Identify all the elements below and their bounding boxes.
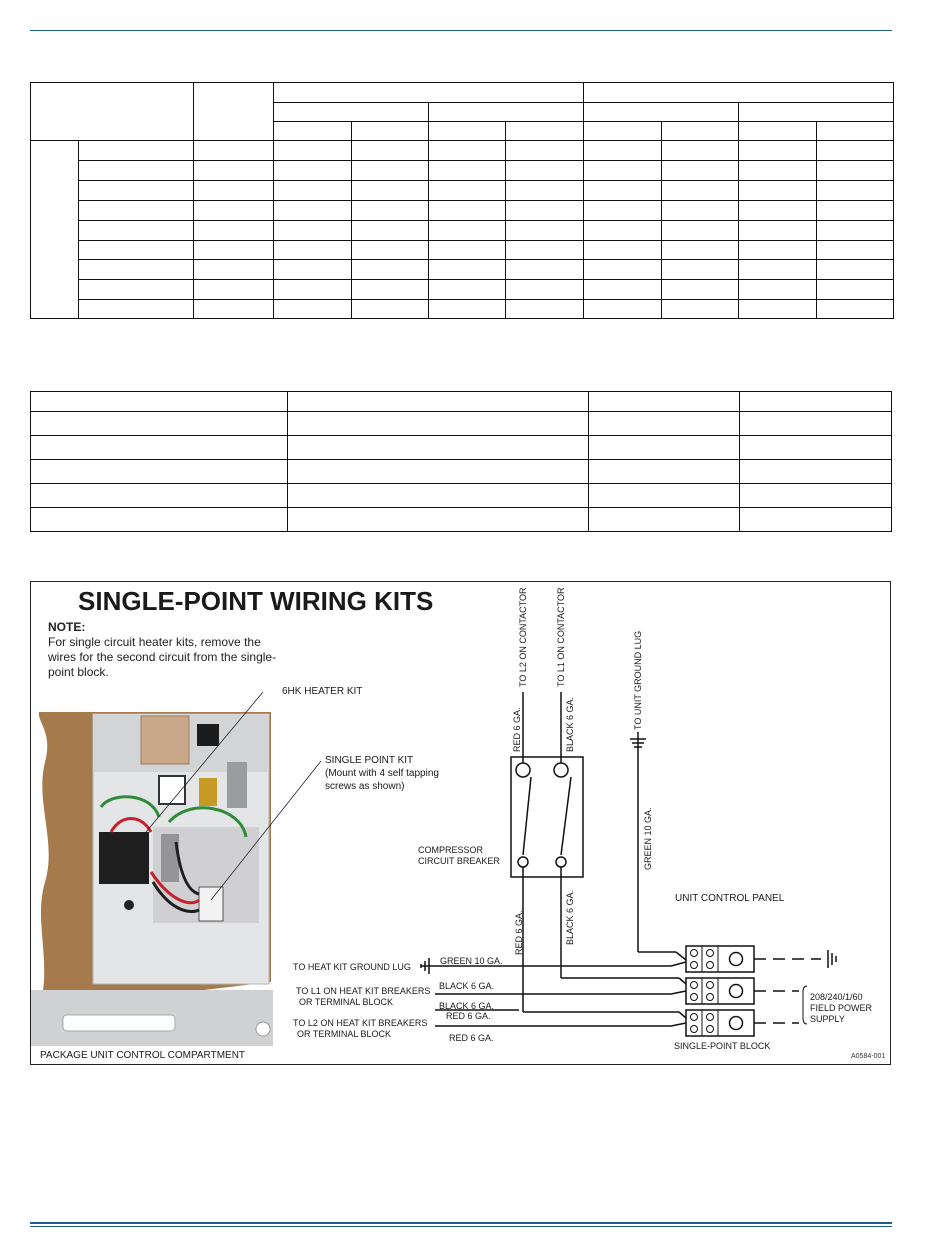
to-l2-contactor-label: TO L2 ON CONTACTOR	[518, 587, 528, 687]
supply-label-1: 208/240/1/60	[810, 992, 863, 1002]
table-row	[31, 436, 892, 460]
table1-header-cell	[31, 83, 194, 141]
figure-title: SINGLE-POINT WIRING KITS	[78, 586, 434, 616]
to-l1-contactor-label: TO L1 ON CONTACTOR	[556, 587, 566, 687]
header-rule	[30, 30, 892, 31]
to-l1-heat-kit-label-2: OR TERMINAL BLOCK	[299, 997, 394, 1007]
single-point-kit-label: SINGLE POINT KIT	[325, 755, 414, 766]
table1-header-cell	[352, 122, 429, 141]
green-10ga-label: GREEN 10 GA.	[643, 807, 653, 870]
table-row	[31, 392, 892, 412]
table1-header-cell	[429, 103, 584, 122]
table1-header-cell	[739, 122, 817, 141]
table1-header-cell	[506, 122, 584, 141]
table-row	[31, 508, 892, 532]
note-heading: NOTE:	[48, 620, 86, 634]
table-row	[31, 484, 892, 508]
table1-group-cell	[31, 141, 79, 319]
table1-header-cell	[662, 122, 739, 141]
control-compartment-illustration	[31, 712, 273, 1046]
black-6ga-top-label: BLACK 6 GA.	[565, 696, 575, 752]
red-6ga-l2-label: RED 6 GA.	[446, 1011, 491, 1021]
table1-header-cell	[584, 122, 662, 141]
to-l2-heat-kit-label: TO L2 ON HEAT KIT BREAKERS	[293, 1018, 428, 1028]
table-row	[31, 280, 894, 300]
single-point-block-label: SINGLE-POINT BLOCK	[674, 1041, 771, 1051]
table1-header-cell	[274, 83, 584, 103]
table1-header-cell	[274, 122, 352, 141]
table1-header-cell	[817, 122, 894, 141]
table1-header-cell	[194, 83, 274, 141]
table-row	[31, 460, 892, 484]
specification-table-2	[30, 391, 892, 532]
table-row	[31, 161, 894, 181]
figure-id: A0584-001	[851, 1053, 886, 1060]
table-row	[31, 221, 894, 241]
heater-kit-label: 6HK HEATER KIT	[282, 686, 363, 697]
table1-header-cell	[739, 103, 894, 122]
single-point-block	[686, 946, 754, 1036]
footer-rule	[30, 1222, 892, 1224]
table-row	[31, 201, 894, 221]
footer-rule-thin	[30, 1226, 892, 1227]
specification-table-1	[30, 82, 894, 319]
table-row	[31, 260, 894, 280]
note-text: For single circuit heater kits, remove the wires for the second circuit from the single-point block.	[48, 635, 277, 679]
table1-header-cell	[584, 83, 894, 103]
supply-label-3: SUPPLY	[810, 1014, 845, 1024]
unit-control-panel-label: UNIT CONTROL PANEL	[675, 893, 785, 904]
red-6ga-top-label: RED 6 GA.	[512, 707, 522, 752]
to-unit-ground-label: TO UNIT GROUND LUG	[633, 630, 643, 730]
supply-label-2: FIELD POWER	[810, 1003, 873, 1013]
red-6ga-2-label: RED 6 GA.	[449, 1033, 494, 1043]
single-point-kit-sub1: (Mount with 4 self tapping	[325, 768, 439, 779]
table-row	[31, 181, 894, 201]
table1-header-cell	[274, 103, 429, 122]
table-row	[31, 141, 894, 161]
green-10ga-horizontal-label: GREEN 10 GA.	[440, 956, 503, 966]
table-row	[31, 300, 894, 319]
to-l2-heat-kit-label-2: OR TERMINAL BLOCK	[297, 1029, 392, 1039]
to-heat-kit-ground-label: TO HEAT KIT GROUND LUG	[293, 962, 411, 972]
table1-header-cell	[584, 103, 739, 122]
red-6ga-bottom-label: RED 6 GA.	[514, 910, 524, 955]
wiring-diagram-figure	[30, 581, 891, 1065]
single-point-kit-sub2: screws as shown)	[325, 781, 405, 792]
compressor-label: COMPRESSOR	[418, 845, 484, 855]
to-l1-heat-kit-label: TO L1 ON HEAT KIT BREAKERS	[296, 986, 431, 996]
table-row	[31, 241, 894, 260]
table1-header-cell	[429, 122, 506, 141]
compressor-label-2: CIRCUIT BREAKER	[418, 856, 500, 866]
table-row	[31, 412, 892, 436]
black-6ga-l1-label: BLACK 6 GA.	[439, 981, 495, 991]
black-6ga-2-label: BLACK 6 GA.	[439, 1001, 495, 1011]
package-unit-label: PACKAGE UNIT CONTROL COMPARTMENT	[40, 1050, 246, 1061]
black-6ga-bottom-label: BLACK 6 GA.	[565, 889, 575, 945]
